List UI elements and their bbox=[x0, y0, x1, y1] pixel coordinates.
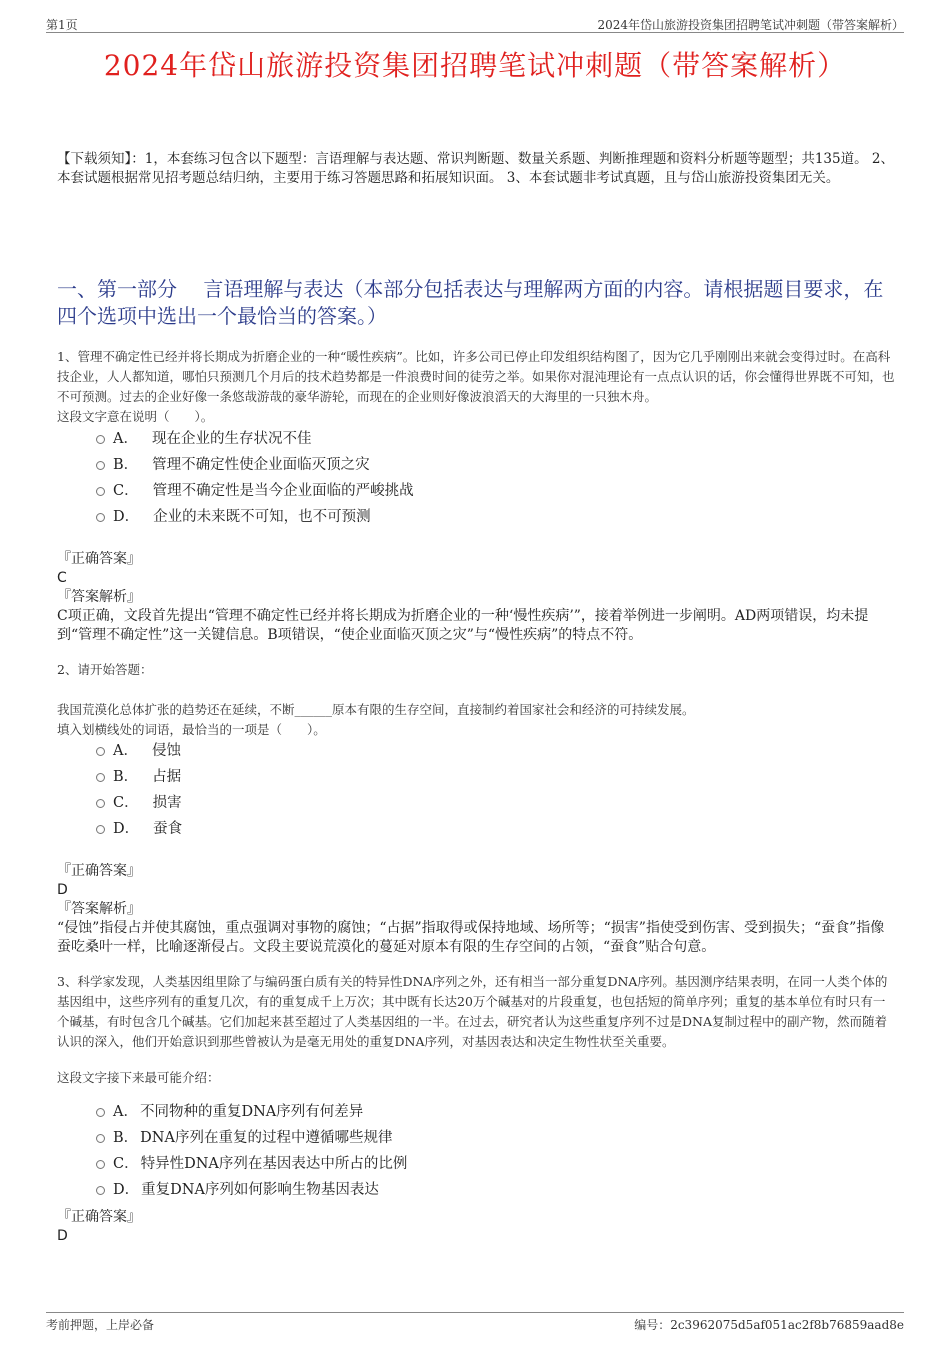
question-1-answer: 『正确答案』 C 『答案解析』 C项正确，文段首先提出“管理不确定性已经并将长期成为折磨企业的一种‘慢性疾病’”，接着举例进一步阐明。AD两项错误，均未提到“管理不确定性”这一关键信息。B项错误，“使企业面临灭顶之灾”与“慢性疾病”的特点不符。 bbox=[57, 550, 897, 645]
question-2-options bbox=[96, 738, 182, 842]
question-3-answer: 『正确答案』 D bbox=[57, 1208, 897, 1246]
option-d[interactable]: D． 重复DNA序列如何影响生物基因表达 bbox=[96, 1177, 407, 1203]
section-heading: 一、第一部分 言语理解与表达（本部分包括表达与理解两方面的内容。请根据题目要求，在四个选项中选出一个最恰当的答案。） bbox=[57, 277, 884, 328]
option-d[interactable]: D． 蚕食 bbox=[96, 816, 182, 842]
radio-icon[interactable] bbox=[96, 513, 105, 522]
page-title: 2024年岱山旅游投资集团招聘笔试冲刺题（带答案解析） bbox=[103, 49, 847, 82]
answer-value: D bbox=[57, 1228, 68, 1244]
radio-icon[interactable] bbox=[96, 487, 105, 496]
answer-analysis: “侵蚀”指侵占并使其腐蚀，重点强调对事物的腐蚀；“占据”指取得或保持地域、场所等；“损害”指使受到伤害、受到损失；“蚕食”指像蚕吃桑叶一样，比喻逐渐侵占。文段主要说荒漠化的蔓延对原本有限的生存空间的占领，“蚕食”贴合句意。 bbox=[57, 920, 885, 955]
question-3-options bbox=[96, 1099, 407, 1203]
option-a[interactable]: A． 侵蚀 bbox=[96, 738, 182, 764]
option-b[interactable]: B． DNA序列在重复的过程中遵循哪些规律 bbox=[96, 1125, 407, 1151]
radio-icon[interactable] bbox=[96, 435, 105, 444]
header-doc-title: 2024年岱山旅游投资集团招聘笔试冲刺题（带答案解析） bbox=[597, 18, 904, 32]
page-number: 第1页 bbox=[46, 18, 78, 32]
question-2-ask: 填入划横线处的词语，最恰当的一项是（ ）。 bbox=[57, 722, 326, 737]
page-header bbox=[46, 14, 904, 33]
question-2-answer: 『正确答案』 D 『答案解析』 “侵蚀”指侵占并使其腐蚀，重点强调对事物的腐蚀；“占据”指取得或保持地域、场所等；“损害”指使受到伤害、受到损失；“蚕食”指像蚕吃桑叶一样，比喻逐渐侵占。文段主要说荒漠化的蔓延对原本有限的生存空间的占领，“蚕食”贴合句意。 bbox=[57, 862, 897, 957]
option-b[interactable]: B． 管理不确定性使企业面临灭顶之灾 bbox=[96, 452, 414, 478]
question-3-stem: 3、科学家发现，人类基因组里除了与编码蛋白质有关的特异性DNA序列之外，还有相当一部分重复DNA序列。基因测序结果表明，在同一人类个体的基因组中，这些序列有的重复几次，有的重复成千上万次；其中既有长达20万个碱基对的片段重复，也包括短的简单序列；重复的基本单位有时只有一个碱基，有时包含几个碱基。它们加起来甚至超过了人类基因组的一半。在过去，研究者认为这些重复序列不过是DNA复制过程中的副产物，然而随着认识的深入，他们开始意识到那些曾被认为是毫无用处的重复DNA序列，对基因表达和决定生物性状至关重要。 bbox=[57, 974, 888, 1049]
radio-icon[interactable] bbox=[96, 773, 105, 782]
footer-doc-id: 编号：2c3962075d5af051ac2f8b76859aad8e bbox=[634, 1318, 904, 1332]
footer-slogan: 考前押题，上岸必备 bbox=[46, 1318, 155, 1332]
radio-icon[interactable] bbox=[96, 461, 105, 470]
radio-icon[interactable] bbox=[96, 747, 105, 756]
download-notice: 【下载须知】：1，本套练习包含以下题型：言语理解与表达题、常识判断题、数量关系题、判断推理题和资料分析题等题型；共135道。 2、本套试题根据常见招考题总结归纳，主要用于练习答题思路和拓展知识面。 3、本套试题非考试真题，且与岱山旅游投资集团无关。 bbox=[57, 151, 894, 186]
answer-value: C bbox=[57, 570, 67, 586]
answer-value: D bbox=[57, 882, 68, 898]
radio-icon[interactable] bbox=[96, 799, 105, 808]
radio-icon[interactable] bbox=[96, 1134, 105, 1143]
option-c[interactable]: C． 特异性DNA序列在基因表达中所占的比例 bbox=[96, 1151, 407, 1177]
option-b[interactable]: B． 占据 bbox=[96, 764, 182, 790]
question-1-ask: 这段文字意在说明（ ）。 bbox=[57, 409, 214, 424]
question-2-stem: 2、请开始答题： bbox=[57, 662, 153, 677]
radio-icon[interactable] bbox=[96, 1108, 105, 1117]
option-a[interactable]: A． 现在企业的生存状况不佳 bbox=[96, 426, 414, 452]
question-1-stem: 1、管理不确定性已经并将长期成为折磨企业的一种“暖性疾病”。比如，许多公司已停止印发组织结构图了，因为它几乎刚刚出来就会变得过时。在高科技企业，人人都知道，哪怕只预测几个月后的技术趋势都是一件浪费时间的徒劳之举。如果你对混沌理论有一点点认识的话，你会懂得世界既不可知，也不可预测。过去的企业好像一条悠哉游哉的豪华游轮，而现在的企业则好像波浪滔天的大海里的一只独木舟。 这段文字意在说明（ ）。 bbox=[57, 349, 895, 424]
option-c[interactable]: C． 管理不确定性是当今企业面临的严峻挑战 bbox=[96, 478, 414, 504]
radio-icon[interactable] bbox=[96, 1186, 105, 1195]
question-1-options bbox=[96, 426, 414, 530]
option-c[interactable]: C． 损害 bbox=[96, 790, 182, 816]
answer-analysis: C项正确，文段首先提出“管理不确定性已经并将长期成为折磨企业的一种‘慢性疾病’”，接着举例进一步阐明。AD两项错误，均未提到“管理不确定性”这一关键信息。B项错误，“使企业面临灭顶之灾”与“慢性疾病”的特点不符。 bbox=[57, 608, 869, 643]
option-a[interactable]: A． 不同物种的重复DNA序列有何差异 bbox=[96, 1099, 407, 1125]
radio-icon[interactable] bbox=[96, 1160, 105, 1169]
radio-icon[interactable] bbox=[96, 825, 105, 834]
question-3-ask: 这段文字接下来最可能介绍： bbox=[57, 1070, 220, 1085]
option-d[interactable]: D． 企业的未来既不可知，也不可预测 bbox=[96, 504, 414, 530]
page-footer bbox=[46, 1312, 904, 1333]
question-2-passage: 我国荒漠化总体扩张的趋势还在延续，不断______原本有限的生存空间，直接制约着国家社会和经济的可持续发展。 填入划横线处的词语，最恰当的一项是（ ）。 bbox=[57, 702, 695, 737]
